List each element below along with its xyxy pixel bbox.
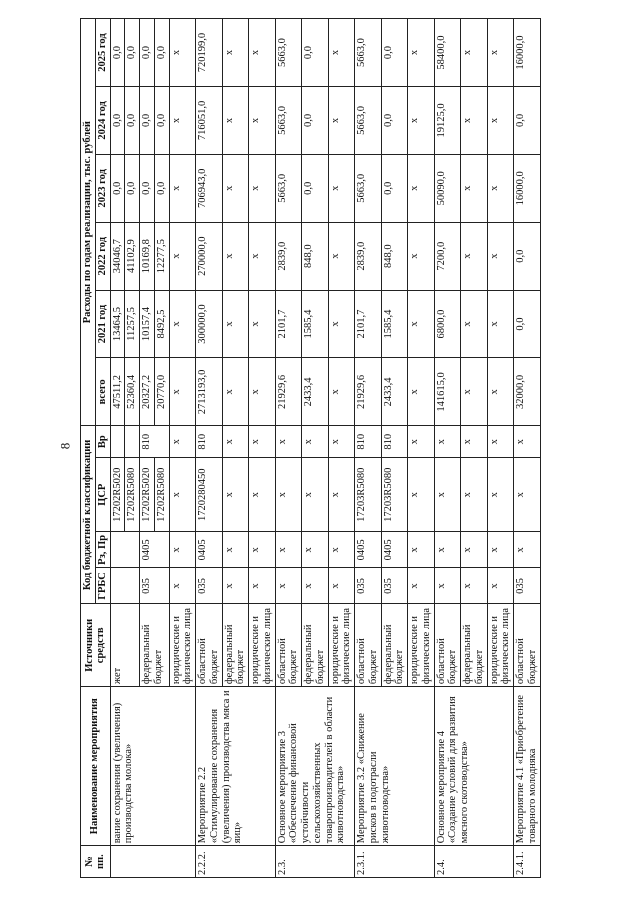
source-cell: областной бюджет: [355, 604, 382, 687]
vr-cell: 810: [196, 426, 223, 458]
csr-cell: x: [249, 458, 276, 532]
grbs-cell: x: [408, 568, 435, 604]
year-value-cell: x: [487, 222, 514, 290]
year-value-cell: 5663,0: [355, 19, 382, 87]
event-name-cell: Мероприятие 3.2 «Снижение рисков в подотрасли животноводства»: [355, 687, 435, 846]
year-value-cell: 300000,0: [196, 290, 223, 358]
year-value-cell: x: [487, 154, 514, 222]
table-row: [355, 19, 382, 878]
year-value-cell: 0,0: [140, 154, 155, 222]
row-number-cell: 2.4.1.: [514, 846, 541, 878]
year-value-cell: 0,0: [125, 19, 140, 87]
year-value-cell: 0,0: [514, 222, 541, 290]
header-year: 2022 год: [95, 222, 110, 290]
header-rzpr: Рз, Пр: [95, 532, 110, 568]
year-value-cell: x: [487, 87, 514, 155]
year-value-cell: 0,0: [125, 87, 140, 155]
total-cell: 2433,4: [381, 358, 408, 426]
year-value-cell: 19125,0: [434, 87, 461, 155]
budget-table: [80, 18, 541, 878]
year-value-cell: x: [487, 290, 514, 358]
year-value-cell: x: [461, 87, 488, 155]
source-cell: федеральный бюджет: [222, 604, 249, 687]
csr-cell: x: [275, 458, 302, 532]
year-value-cell: 58400,0: [434, 19, 461, 87]
vr-cell: x: [487, 426, 514, 458]
year-value-cell: 50090,0: [434, 154, 461, 222]
grbs-cell: x: [328, 568, 355, 604]
grbs-cell: x: [222, 568, 249, 604]
total-cell: 20770,0: [154, 358, 169, 426]
row-number-cell: 2.3.: [275, 846, 355, 878]
year-value-cell: 0,0: [140, 19, 155, 87]
rzpr-cell: x: [487, 532, 514, 568]
year-value-cell: 5663,0: [275, 87, 302, 155]
header-name: Наименование мероприятия: [81, 687, 111, 846]
vr-cell: x: [514, 426, 541, 458]
total-cell: 141615,0: [434, 358, 461, 426]
rzpr-cell: x: [222, 532, 249, 568]
csr-cell: x: [514, 458, 541, 532]
csr-cell: 17202R5080: [125, 458, 140, 532]
vr-cell: x: [275, 426, 302, 458]
year-value-cell: 848,0: [302, 222, 329, 290]
year-value-cell: 12277,5: [154, 222, 169, 290]
year-value-cell: 7200,0: [434, 222, 461, 290]
year-value-cell: x: [487, 19, 514, 87]
total-cell: x: [487, 358, 514, 426]
csr-cell: 17202R5020: [140, 458, 155, 532]
header-year: 2025 год: [95, 19, 110, 87]
year-value-cell: x: [169, 290, 196, 358]
year-value-cell: 0,0: [302, 87, 329, 155]
table-row: [110, 19, 125, 878]
rzpr-cell: 0405: [381, 532, 408, 568]
year-value-cell: x: [328, 154, 355, 222]
rzpr-cell: x: [249, 532, 276, 568]
year-value-cell: x: [408, 154, 435, 222]
year-value-cell: x: [328, 290, 355, 358]
row-number-cell: 2.4.: [434, 846, 514, 878]
csr-cell: 1720280450: [196, 458, 223, 532]
year-value-cell: 0,0: [381, 87, 408, 155]
page-number: 8: [57, 442, 73, 450]
rzpr-cell: x: [275, 532, 302, 568]
year-value-cell: 720199,0: [196, 19, 223, 87]
rzpr-cell: x: [461, 532, 488, 568]
total-cell: 47511,2: [110, 358, 125, 426]
year-value-cell: 11257,5: [125, 290, 140, 358]
grbs-cell: x: [275, 568, 302, 604]
rzpr-cell: x: [434, 532, 461, 568]
year-value-cell: 0,0: [302, 19, 329, 87]
event-name-cell: вание сохранения (увеличения) производства молока»: [110, 687, 196, 846]
vr-cell: x: [222, 426, 249, 458]
year-value-cell: 1585,4: [302, 290, 329, 358]
year-value-cell: 10157,4: [140, 290, 155, 358]
grbs-cell: x: [434, 568, 461, 604]
year-value-cell: 848,0: [381, 222, 408, 290]
vr-cell: x: [249, 426, 276, 458]
vr-cell: x: [408, 426, 435, 458]
year-value-cell: 13464,5: [110, 290, 125, 358]
year-value-cell: 0,0: [110, 87, 125, 155]
csr-cell: 17202R5020: [110, 458, 125, 532]
year-value-cell: 0,0: [140, 87, 155, 155]
source-cell: областной бюджет: [514, 604, 541, 687]
source-cell: юридические и физические лица: [249, 604, 276, 687]
year-value-cell: x: [249, 154, 276, 222]
vr-cell: 810: [140, 426, 170, 458]
header-total: всего: [95, 358, 110, 426]
year-value-cell: 0,0: [125, 154, 140, 222]
year-value-cell: x: [461, 290, 488, 358]
year-value-cell: 706943,0: [196, 154, 223, 222]
year-value-cell: 2101,7: [355, 290, 382, 358]
source-cell: областной бюджет: [434, 604, 461, 687]
row-number-cell: 2.3.1.: [355, 846, 435, 878]
vr-cell: x: [169, 426, 196, 458]
header-vr: Вр: [95, 426, 110, 458]
year-value-cell: x: [249, 19, 276, 87]
total-cell: 21929,6: [355, 358, 382, 426]
rzpr-cell: 0405: [196, 532, 223, 568]
year-value-cell: 2101,7: [275, 290, 302, 358]
year-value-cell: 0,0: [154, 87, 169, 155]
vr-cell: 810: [381, 426, 408, 458]
year-value-cell: 6800,0: [434, 290, 461, 358]
year-value-cell: x: [249, 87, 276, 155]
year-value-cell: 0,0: [154, 19, 169, 87]
source-cell: юридические и физические лица: [169, 604, 196, 687]
vr-cell: x: [434, 426, 461, 458]
year-value-cell: x: [461, 154, 488, 222]
year-value-cell: 0,0: [154, 154, 169, 222]
year-value-cell: 0,0: [110, 154, 125, 222]
year-value-cell: x: [249, 290, 276, 358]
csr-cell: 17203R5080: [381, 458, 408, 532]
csr-cell: x: [169, 458, 196, 532]
header-year: 2024 год: [95, 87, 110, 155]
table-body: [110, 19, 540, 878]
vr-cell: [110, 426, 125, 458]
csr-cell: x: [487, 458, 514, 532]
source-cell: федеральный бюджет: [302, 604, 329, 687]
year-value-cell: x: [169, 154, 196, 222]
grbs-cell: x: [461, 568, 488, 604]
total-cell: x: [249, 358, 276, 426]
grbs-cell: x: [169, 568, 196, 604]
total-cell: x: [461, 358, 488, 426]
source-cell: юридические и физические лица: [328, 604, 355, 687]
total-cell: x: [328, 358, 355, 426]
year-value-cell: x: [408, 19, 435, 87]
year-value-cell: 0,0: [302, 154, 329, 222]
year-value-cell: x: [169, 87, 196, 155]
event-name-cell: Основное мероприятие 3 «Обеспечение финансовой устойчивости сельскохозяйственных товаропроизводителей в области животноводства»: [275, 687, 355, 846]
year-value-cell: 0,0: [381, 19, 408, 87]
vr-cell: [125, 426, 140, 458]
year-value-cell: 5663,0: [355, 87, 382, 155]
vr-cell: x: [302, 426, 329, 458]
total-cell: 2713193,0: [196, 358, 223, 426]
year-value-cell: 16000,0: [514, 154, 541, 222]
year-value-cell: x: [222, 290, 249, 358]
event-name-cell: Основное мероприятие 4 «Создание условий для развития мясного скотоводства»: [434, 687, 514, 846]
source-cell: юридические и физические лица: [487, 604, 514, 687]
year-value-cell: x: [408, 290, 435, 358]
rzpr-cell: [110, 532, 140, 568]
rzpr-cell: 0405: [140, 532, 170, 568]
total-cell: 20327,2: [140, 358, 155, 426]
year-value-cell: x: [461, 222, 488, 290]
year-value-cell: 16000,0: [514, 19, 541, 87]
csr-cell: x: [408, 458, 435, 532]
csr-cell: x: [328, 458, 355, 532]
header-year: 2023 год: [95, 154, 110, 222]
table-row: [196, 19, 223, 878]
year-value-cell: x: [222, 87, 249, 155]
vr-cell: x: [328, 426, 355, 458]
rzpr-cell: x: [169, 532, 196, 568]
csr-cell: x: [434, 458, 461, 532]
year-value-cell: x: [328, 19, 355, 87]
year-value-cell: x: [328, 222, 355, 290]
vr-cell: x: [461, 426, 488, 458]
header-num: № пп.: [81, 846, 111, 878]
source-cell: областной бюджет: [275, 604, 302, 687]
grbs-cell: x: [249, 568, 276, 604]
total-cell: x: [222, 358, 249, 426]
year-value-cell: x: [169, 222, 196, 290]
source-cell: федеральный бюджет: [461, 604, 488, 687]
year-value-cell: x: [408, 87, 435, 155]
rzpr-cell: x: [328, 532, 355, 568]
row-number-cell: 2.2.2.: [196, 846, 276, 878]
grbs-cell: x: [302, 568, 329, 604]
csr-cell: 17202R5080: [154, 458, 169, 532]
vr-cell: 810: [355, 426, 382, 458]
year-value-cell: 1585,4: [381, 290, 408, 358]
year-value-cell: x: [222, 222, 249, 290]
grbs-cell: 035: [381, 568, 408, 604]
rzpr-cell: x: [408, 532, 435, 568]
year-value-cell: x: [222, 19, 249, 87]
header-expenses: Расходы по годам реализации, тыс. рублей: [81, 19, 96, 426]
year-value-cell: 5663,0: [275, 154, 302, 222]
year-value-cell: x: [169, 19, 196, 87]
year-value-cell: 34046,7: [110, 222, 125, 290]
year-value-cell: 2839,0: [275, 222, 302, 290]
year-value-cell: 270000,0: [196, 222, 223, 290]
year-value-cell: 8492,5: [154, 290, 169, 358]
year-value-cell: x: [249, 222, 276, 290]
rzpr-cell: x: [514, 532, 541, 568]
table-row: [434, 19, 461, 878]
rzpr-cell: 0405: [355, 532, 382, 568]
source-cell: жет: [110, 604, 140, 687]
grbs-cell: 035: [140, 568, 170, 604]
header-source: Источники средств: [81, 604, 111, 687]
table-row: [514, 19, 541, 878]
source-cell: юридические и физические лица: [408, 604, 435, 687]
source-cell: федеральный бюджет: [140, 604, 170, 687]
header-csr: ЦСР: [95, 458, 110, 532]
year-value-cell: 5663,0: [355, 154, 382, 222]
grbs-cell: [110, 568, 140, 604]
year-value-cell: 716051,0: [196, 87, 223, 155]
grbs-cell: 035: [355, 568, 382, 604]
year-value-cell: 0,0: [514, 87, 541, 155]
total-cell: 52360,4: [125, 358, 140, 426]
budget-table-sheet: [80, 18, 640, 878]
header-year: 2021 год: [95, 290, 110, 358]
year-value-cell: 41102,9: [125, 222, 140, 290]
header-grbs: ГРБС: [95, 568, 110, 604]
csr-cell: x: [461, 458, 488, 532]
year-value-cell: 0,0: [514, 290, 541, 358]
csr-cell: x: [222, 458, 249, 532]
grbs-cell: 035: [514, 568, 541, 604]
total-cell: 32000,0: [514, 358, 541, 426]
year-value-cell: x: [461, 19, 488, 87]
year-value-cell: x: [222, 154, 249, 222]
header-budget-code: Код бюджетной классификации: [81, 426, 96, 604]
year-value-cell: x: [408, 222, 435, 290]
rzpr-cell: x: [302, 532, 329, 568]
csr-cell: x: [302, 458, 329, 532]
year-value-cell: 10169,8: [140, 222, 155, 290]
total-cell: 21929,6: [275, 358, 302, 426]
year-value-cell: 0,0: [381, 154, 408, 222]
source-cell: федеральный бюджет: [381, 604, 408, 687]
source-cell: областной бюджет: [196, 604, 223, 687]
total-cell: x: [169, 358, 196, 426]
year-value-cell: x: [328, 87, 355, 155]
year-value-cell: 2839,0: [355, 222, 382, 290]
total-cell: 2433,4: [302, 358, 329, 426]
total-cell: x: [408, 358, 435, 426]
csr-cell: 17203R5080: [355, 458, 382, 532]
row-number-cell: [110, 846, 196, 878]
grbs-cell: 035: [196, 568, 223, 604]
table-row: [275, 19, 302, 878]
year-value-cell: 0,0: [110, 19, 125, 87]
year-value-cell: 5663,0: [275, 19, 302, 87]
grbs-cell: x: [487, 568, 514, 604]
event-name-cell: Мероприятие 4.1 «Приобретение товарного молодняка: [514, 687, 541, 846]
event-name-cell: Мероприятие 2.2 «Стимулирование сохранения (увеличения) производства мяса и яиц»: [196, 687, 276, 846]
